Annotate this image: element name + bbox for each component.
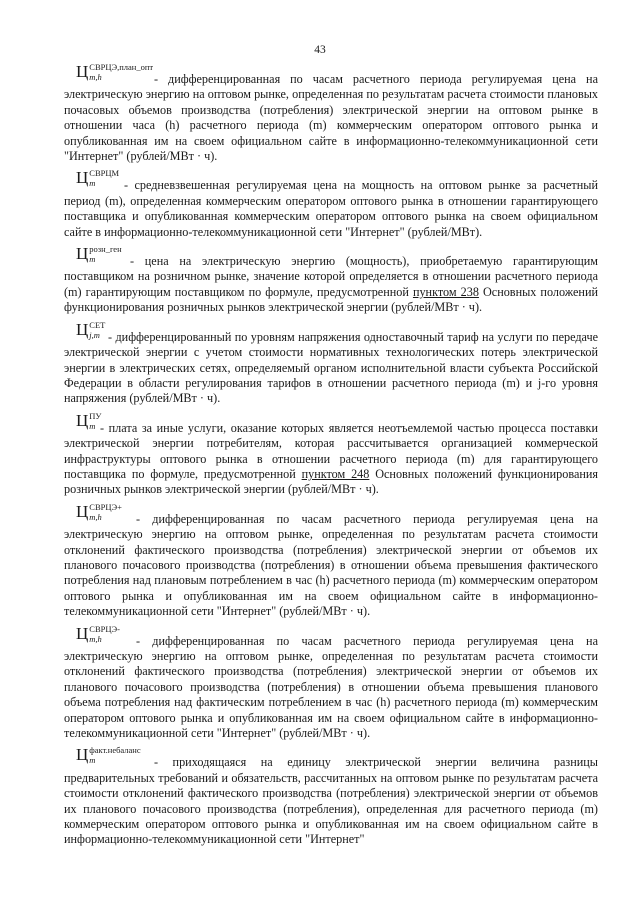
symbol-superscript: розн_ген [89,244,122,255]
symbol-subscript: m [89,254,96,265]
symbol-base: Ц [76,623,89,643]
page-number: 43 [314,44,326,56]
document-link[interactable]: пунктом 238 [412,284,479,299]
symbol-superscript: СЕТ [89,319,106,330]
symbol-superscript: СВРЦЭ+ [89,501,122,512]
symbol-base: Ц [76,319,89,339]
definitions-list [64,62,598,852]
definition-item [64,62,598,164]
definition-item [64,745,598,847]
symbol-superscript: СВРЦМ [89,168,120,179]
symbol-base: Ц [76,244,89,264]
symbol-superscript: факт.небаланс [89,745,141,756]
definition-text: - дифференцированная по часам расчетного периода регулируемая цена на электрическую энергию на оптовом рынке, определенная по результатам расчета стоимости отклонений фактического производства (потребления) электрической энергии от объемов их планового почасового производства (потребления) в отношении объема превышения планового объема потребления над фактическим потреблением в час (h) расчетного периода (m) коммерческим оператором оптового рынка и опубликованная им на своем официальном сайте в информационно-телекоммуникационной сети "Интернет" (рублей/МВт · ч). [64,633,598,741]
definition-text: - дифференцированная по часам расчетного периода регулируемая цена на электрическую энергию на оптовом рынке, определенная по результатам расчета стоимости плановых почасовых объемов производства (потребления) электрической энергии на оптовом рынке в отношении часа (h) расчетного периода (m) коммерческим оператором оптового рынка и опубликованная им на своем официальном сайте в информационно-телекоммуникационной сети "Интернет" (рублей/МВт · ч). [64,72,598,164]
symbol-superscript: ПУ [89,410,102,421]
document-link[interactable]: пунктом 248 [301,466,370,481]
symbol-subscript: m [89,420,96,431]
definition-text: - плата за иные услуги, оказание которых является неотъемлемой частью процесса поставки электрической энергии потребителям, которая рассчитывается организацией коммерческой инфраструктуры оптового рынка в отношении расчетного периода (m) для гарантирующего поставщика по формуле, предусмотренной пунктом 248 Основных положений функционирования розничных рынков электрической энергии (рублей/МВт · ч). [64,420,598,497]
symbol-subscript: m [89,178,96,189]
definition-text: - средневзвешенная регулируемая цена на мощность на оптовом рынке за расчетный период (m), определенная коммерческим оператором оптового рынка в отношении гарантирующего поставщика и опубликованная коммерческим оператором оптового рынка на своем официальном сайте в информационно-телекоммуникационной сети "Интернет" (рублей/МВт). [64,178,598,239]
definition-item [64,244,598,316]
definition-text: - дифференцированная по часам расчетного периода регулируемая цена на электрическую энергию на оптовом рынке, определенная по результатам расчета стоимости отклонений фактического производства (потребления) электрической энергии от объемов их планового почасового производства (потребления) в отношении объема превышения фактического потребления над плановым потреблением в час (h) расчетного периода (m) коммерческим оператором оптового рынка и опубликованная им на своем официальном сайте в информационно-телекоммуникационной сети "Интернет" (рублей/МВт · ч). [64,511,598,619]
symbol-superscript: СВРЦЭ- [89,623,120,634]
symbol-base: Ц [76,745,89,765]
symbol-subscript: m,h [89,511,102,522]
symbol-subscript: j,m [89,329,100,340]
symbol-base: Ц [76,410,89,430]
symbol-base: Ц [76,62,89,81]
symbol-subscript: m,h [89,633,102,644]
symbol-superscript: СВРЦЭ,план_опт [89,62,154,72]
definition-text: - цена на электрическую энергию (мощность), приобретаемую гарантирующим поставщиком на розничном рынке, значение которой определяется в отношении расчетного периода (m) гарантирующим поставщиком по формуле, предусмотренной пунктом 238 Основных положений функционирования розничных рынков электрической энергии (рублей/МВт · ч). [64,254,598,315]
definition-item [64,320,598,407]
definition-item [64,411,598,498]
definition-text: - приходящаяся на единицу электрической энергии величина разницы предварительных требований и обязательств, рассчитанных на оптовом рынке по результатам расчета стоимости отклонений фактического производства (потребления) электрической энергии от объемов их планового почасового производства (потребления), определенная для расчетного периода (m) коммерческим оператором оптового рынка и опубликованная им на своем официальном сайте в информационно-телекоммуникационной сети "Интернет" [64,755,598,847]
symbol-subscript: m [89,755,96,766]
symbol-base: Ц [76,501,89,521]
symbol-subscript: m,h [89,72,102,82]
symbol-base: Ц [76,168,89,188]
definition-item [64,624,598,742]
definition-item [64,168,598,240]
definition-text: - дифференцированный по уровням напряжения одноставочный тариф на услуги по передаче электрической энергии с учетом стоимости нормативных технологических потерь электрической энергии в электрических сетях, определяемый органом исполнительной власти субъекта Российской Федерации в области регулирования тарифов в отношении расчетного периода (m) и j-го уровня напряжения (рублей/МВт · ч). [64,329,598,406]
definition-item [64,502,598,620]
